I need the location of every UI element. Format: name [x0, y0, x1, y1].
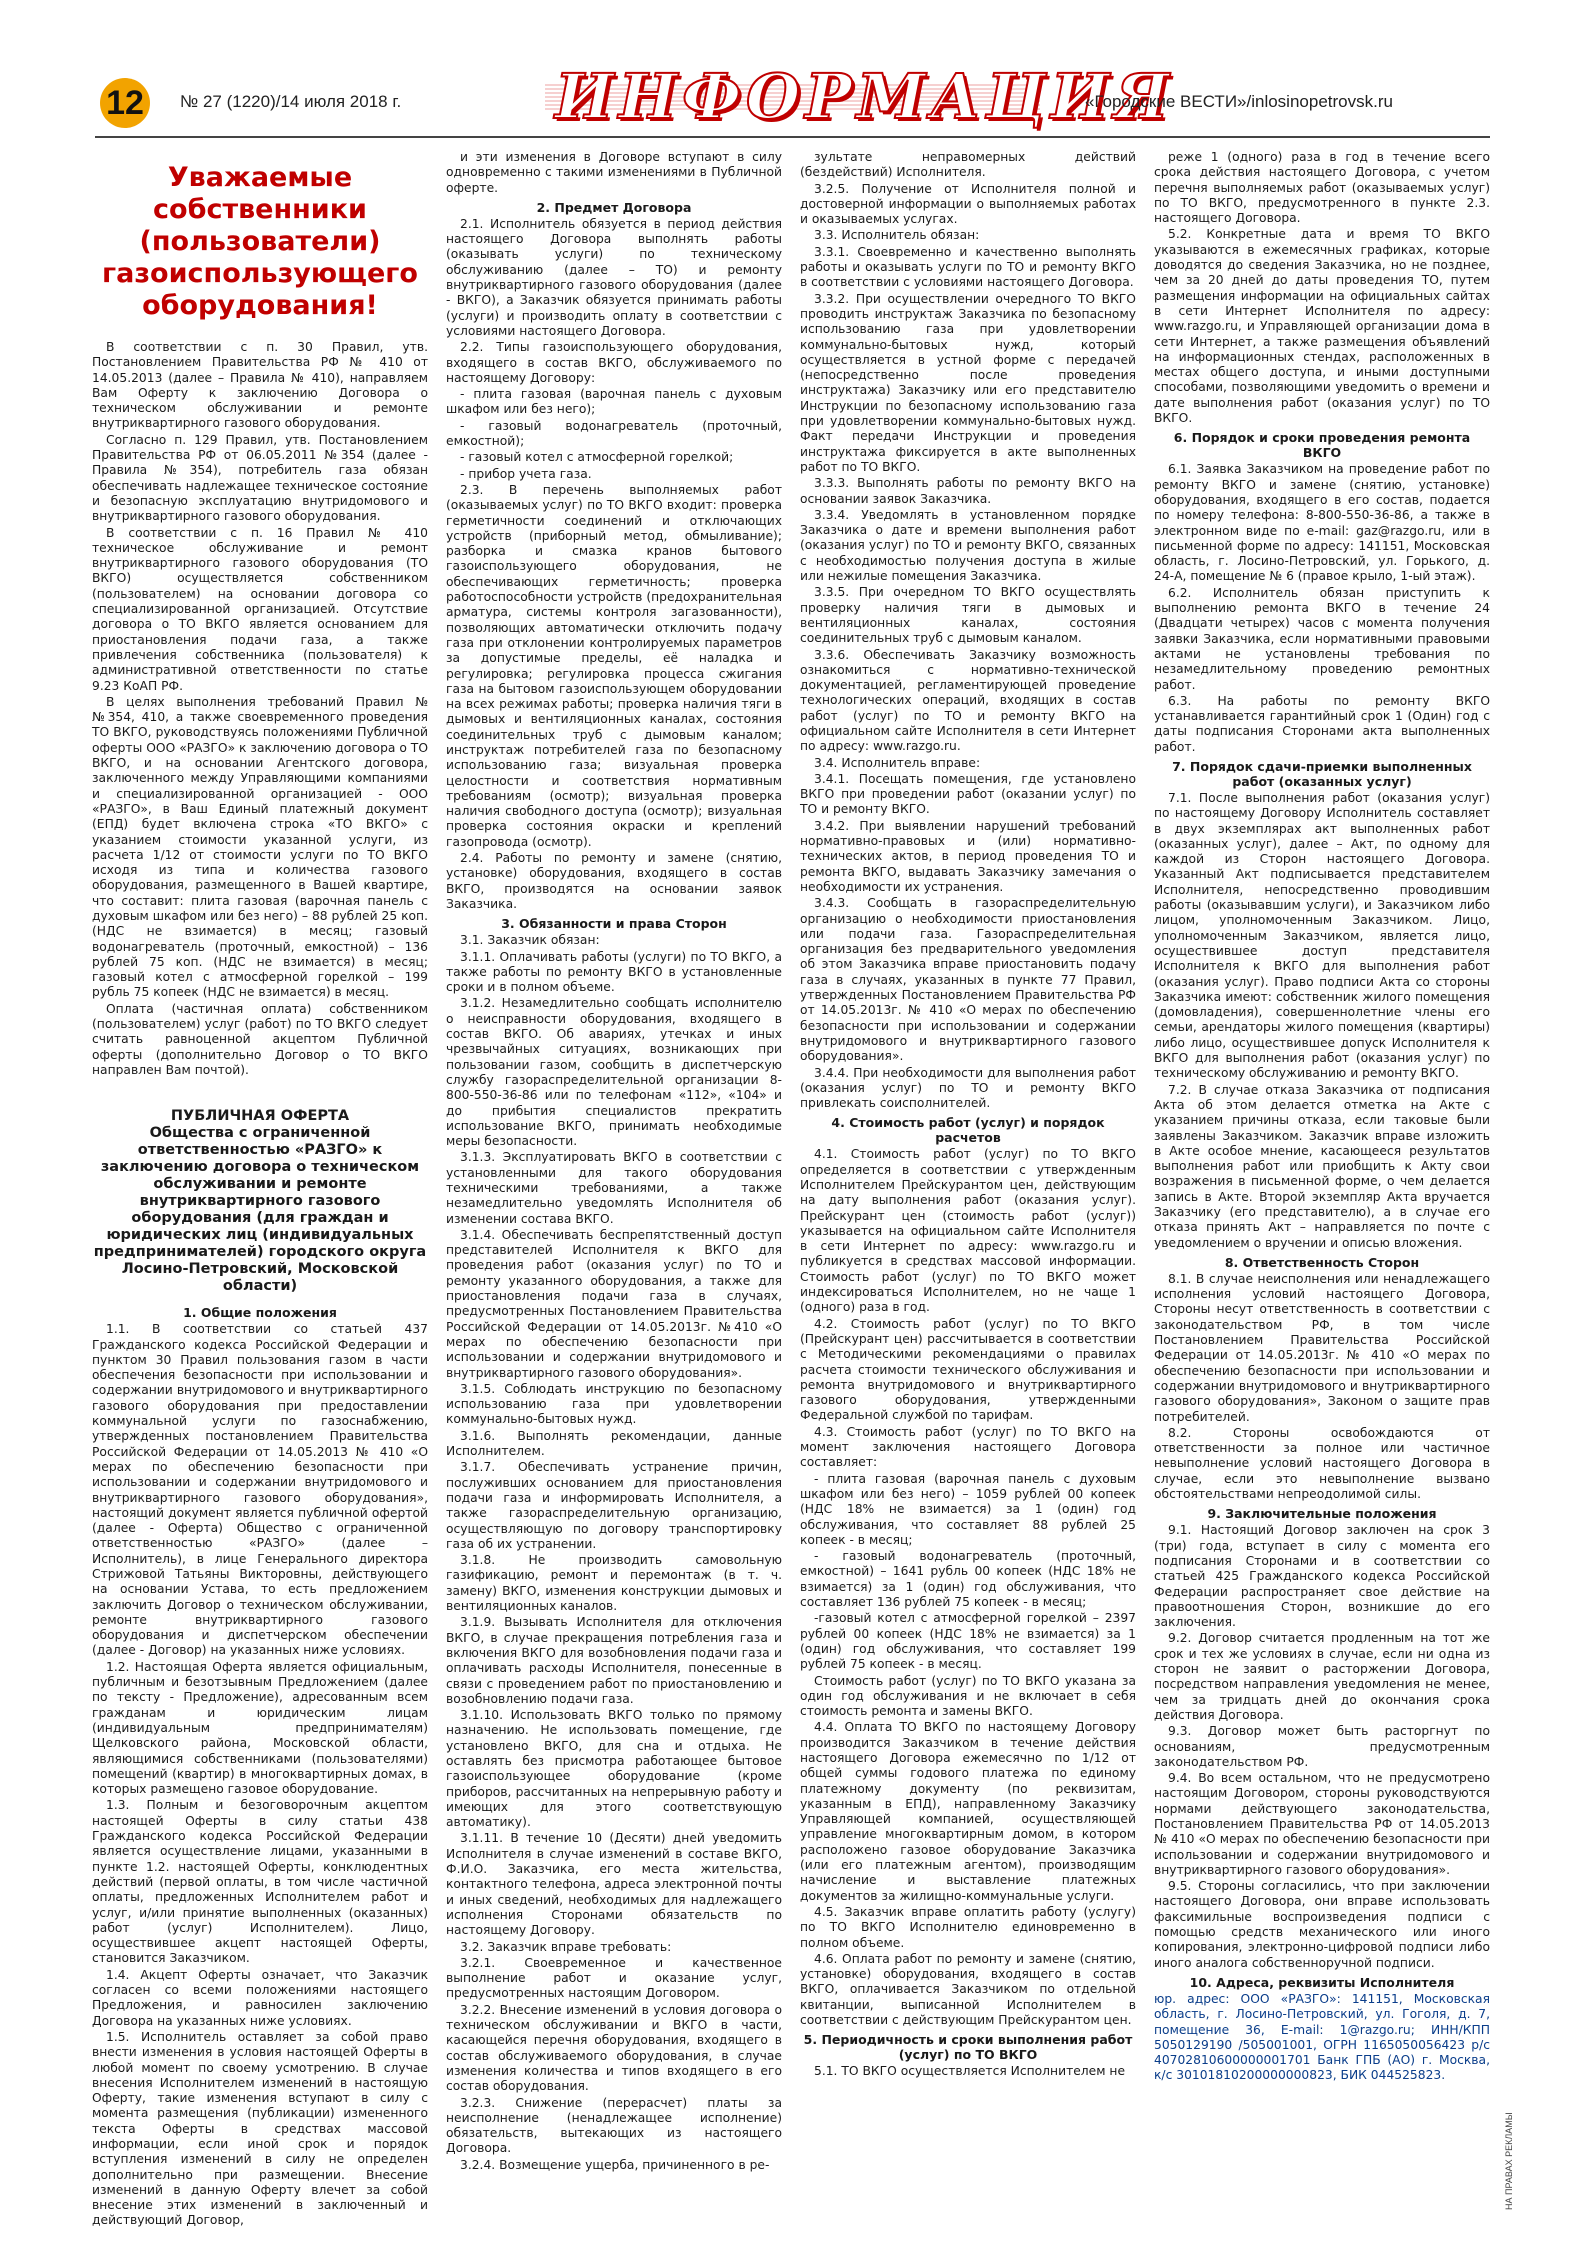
paragraph: 3.3.4. Уведомлять в установленном порядке Заказчика о дате и времени выполнения работ (оказания услуг) по ТО и ремонту ВКГО, связанных с необходимостью получения доступа в жилые или нежилые помещения Заказчика.	[800, 507, 1136, 584]
paragraph: - газовый водонагреватель (проточный, емкостной) – 1641 рубль 00 копеек (НДС 18% не взимается) за 1 (один) год обслуживания, что составляет 136 рублей 75 копеек - в месяц;	[800, 1549, 1136, 1610]
paragraph: зультате неправомерных действий (бездействий) Исполнителя.	[800, 150, 1136, 180]
paragraph: и эти изменения в Договоре вступают в силу одновременно с такими изменениями в Публичной оферте.	[446, 150, 782, 195]
paragraph: 5.2. Конкретные дата и время ТО ВКГО указываются в ежемесячных графиках, которые доводятся до сведения Заказчика, но не позднее, чем за 20 дней до даты проведения ТО, путем размещения информации на официальных сайтах в сети Интернет Исполнителя по адресу: www.razgo.ru, и Управляющей организации дома в сети Интернет, а также размещения объявлений на информационных стендах, расположенных в местах общего доступа, и иными доступными способами, позволяющими уведомить о времени и дате выполнения работ (оказания услуг) по ТО ВКГО.	[1154, 227, 1490, 426]
paragraph: 7.1. После выполнения работ (оказания услуг) по настоящему Договору Исполнитель составляет в двух экземплярах акт выполненных работ (оказанных услуг), далее – Акт, по одному для каждой из Сторон настоящего Договора. Указанный Акт подписывается представителем Исполнителя, непосредственно проводившим работы (оказывавшим услуги), и Заказчиком либо лицом, уполномоченным Заказчиком. Лицо, уполномоченным Заказчиком, является лицо, осуществившее доступ представителя Исполнителя к ВКГО для выполнения работ (оказания услуг). Право подписи Акта со стороны Заказчика имеют: собственник жилого помещения (домовладения), совершеннолетние члены его семьи, арендаторы жилого помещения (квартиры) либо лицо, осуществившее допуск Исполнителя к ВКГО для выполнения работ (оказания услуг) по техническому обслуживанию и ремонту ВКГО.	[1154, 790, 1490, 1081]
paragraph: 1.4. Акцепт Оферты означает, что Заказчик согласен со всеми положениями настоящего Предложения, и равносилен заключению Договора на указанных ниже условиях.	[92, 1967, 428, 2028]
appeal-paragraph: В целях выполнения требований Правил №№354, 410, а также своевременного проведения ТО ВКГО, руководствуясь положениями Публичной оферты ООО «РАЗГО» к заключению договора о ТО ВКГО, и на основании Агентского договора, заключенного между Управляющими компаниями и специализированной организацией - ООО «РАЗГО», в Ваш Единый платежный документ (ЕПД) будет включена строка «ТО ВКГО» с указанием стоимости указанной услуги, из расчета 1/12 от стоимости услуги по ТО ВКГО исходя из типа и количества газового оборудования, размещенного в Вашей квартире, что составит: плита газовая (варочная панель с духовым шкафом или без него) – 88 рублей 25 коп. (НДС не взимается) в месяц; газовый водонагреватель (проточный, емкостной) – 136 рублей 75 коп. (НДС не взимается) в месяц; газовый котел с атмосферной горелкой – 199 рубль 75 копеек (НДС не взимается) в месяц.	[92, 694, 428, 1000]
appeal-paragraph: Согласно п. 129 Правил, утв. Постановлением Правительства РФ от 06.05.2011 №354 (далее - Правила №354), потребитель газа обязан обеспечивать надлежащее техническое состояние и безопасную эксплуатацию внутридомового и внутриквартирного газового оборудования.	[92, 432, 428, 524]
paragraph: 3.2.2. Внесение изменений в условия договора о техническом обслуживании и ВКГО в части, касающейся перечня оборудования, входящего в состав обслуживаемого оборудования, в случае изменения количества и типов входящего в его состав оборудования.	[446, 2002, 782, 2094]
paragraph: 3.1.6. Выполнять рекомендации, данные Исполнителем.	[446, 1428, 782, 1459]
paragraph: 2.2. Типы газоиспользующего оборудования, входящего в состав ВКГО, обслуживаемого по настоящему Договору:	[446, 340, 782, 385]
paragraph: 3.1.9. Вызывать Исполнителя для отключения ВКГО, в случае прекращения потребления газа и включения ВКГО для возобновления подачи газа и оплачивать расходы Исполнителя, понесенные в связи с проведением работ по приостановлению и возобновлению подачи газа.	[446, 1615, 782, 1706]
section-heading: 10. Адреса, реквизиты Исполнителя	[1189, 1974, 1455, 1990]
paragraph: 8.1. В случае неисполнения или ненадлежащего исполнения условий настоящего Договора, Стороны несут ответственность в соответствии с законодательством РФ, в том числе Постановлением Правительства Российской Федерации от 14.05.2013г. № 410 «О мерах по обеспечению безопасности при использовании и содержании внутридомового и внутриквартирного газового оборудования», Законом о защите прав потребителей.	[1154, 1271, 1490, 1424]
paragraph: 9.5. Стороны согласились, что при заключении настоящего Договора, они вправе использовать факсимильные воспроизведения подписи с помощью средств механического или иного копирования, электронно-цифровой подписи либо иного аналога собственноручной подписи.	[1154, 1879, 1490, 1970]
section-heading: 2. Предмет Договора	[536, 199, 692, 215]
appeal-title: Уважаемые собственники (пользователи) газоиспользующего оборудования!	[102, 162, 418, 321]
paragraph: 4.5. Заказчик вправе оплатить работу (услугу) по ТО ВКГО Исполнителю единовременно в полном объеме.	[800, 1904, 1136, 1950]
col4-sections	[1154, 150, 1490, 1990]
paragraph: 6.3. На работы по ремонту ВКГО устанавливается гарантийный срок 1 (Один) год с даты подписания Сторонами акта выполненных работ.	[1154, 693, 1490, 754]
paragraph: 3.1.10. Использовать ВКГО только по прямому назначению. Не использовать помещение, где установлено ВКГО, для сна и отдыха. Не оставлять без присмотра работающее бытовое газоиспользующее оборудование (кроме приборов, рассчитанных на непрерывную работу и имеющих для этого соответствующую автоматику).	[446, 1708, 782, 1830]
paragraph: - газовый котел с атмосферной горелкой;	[460, 450, 734, 465]
appeal-body	[92, 340, 428, 1078]
paragraph: 3.2.4. Возмещение ущерба, причиненного в ре-	[460, 2157, 770, 2172]
offer-subtitle: Общества с ограниченной ответственностью «РАЗГО» к заключению договора о техническом обслуживании и ремонте внутриквартирного газового оборудования (для граждан и юридических лиц (индивидуальных предпринимателей) городского округа Лосино-Петровский, Московской области)	[93, 1125, 427, 1295]
masthead-title: ИНФОРМАЦИЯ	[555, 60, 1174, 133]
executor-requisites: юр. адрес: ООО «РАЗГО»: 141151, Московская область, г. Лосино-Петровский, ул. Гоголя, д. 7, помещение 36, E-mail: 1@razgo.ru; ИНН/КПП 5050129190 /505001001, ОГРН 1165050056423 р/с 40702810600000001701 Банк ГПБ (АО) г. Москва, к/с 30101810200000000823, БИК 044525823.	[1154, 1991, 1490, 2083]
section-heading: 5. Периодичность и сроки выполнения работ (услуг) по ТО ВКГО	[803, 2032, 1133, 2063]
page-header	[0, 0, 1587, 133]
paragraph: 3.3.5. При очередном ТО ВКГО осуществлять проверку наличия тяги в дымовых и вентиляционных каналах, состояния соединительных труб с дымовым каналом.	[800, 585, 1136, 646]
section-heading: 6. Порядок и сроки проведения ремонта ВКГО	[1173, 430, 1471, 461]
page-number: 12	[100, 78, 150, 128]
paragraph: 2.3. В перечень выполняемых работ (оказываемых услуг) по ТО ВКГО входит: проверка герметичности соединений и отключающих устройств (приборный метод, обмыливание); разборка и смазка кранов бытового газоиспользующего оборудования, не обеспечивающих герметичность; проверка работоспособности устройств (предохранительная арматура, системы контроля загазованности), позволяющих автоматически отключить подачу газа при отклонении контролируемых параметров за допустимые пределы, её наладка и регулировка; регулировка процесса сжигания газа на бытовом газоиспользующем оборудовании на всех режимах работы; проверка наличия тяги в дымовых и вентиляционных каналах, состояния соединительных труб с дымовым каналом; инструктаж потребителей газа по безопасному использованию газа; визуальная проверка целостности и соответствия нормативным требованиям (осмотр); визуальная проверка наличия свободного доступа (осмотр); визуальная проверка состояния окраски и креплений газопровода (осмотр).	[446, 482, 783, 849]
issue-info: № 27 (1220)/14 июля 2018 г.	[180, 92, 402, 111]
paragraph: 3.1. Заказчик обязан:	[460, 933, 600, 948]
paragraph: 3.4. Исполнитель вправе:	[814, 755, 981, 770]
paragraph: 3.1.1. Оплачивать работы (услуги) по ТО ВКГО, а также работы по ремонту ВКГО в установленные сроки и в полном объеме.	[446, 949, 782, 995]
section-heading: 9. Заключительные положения	[1207, 1506, 1437, 1522]
paragraph: 2.1. Исполнитель обязуется в период действия настоящего Договора выполнять работы (оказывать услуги) по техническому обслуживанию (далее – ТО) и ремонту внутриквартирного газового оборудования (далее - ВКГО), а Заказчик обязуется принимать работы (услуги) и производить оплату в соответствии с условиями настоящего Договора.	[446, 216, 782, 338]
paragraph: 5.1. ТО ВКГО осуществляется Исполнителем не	[814, 2064, 1126, 2079]
paragraph: 1.5. Исполнитель оставляет за собой право внести изменения в условия настоящей Оферты в любой момент по своему усмотрению. В случае внесения Исполнителем изменений в настоящую Оферту, такие изменения вступают в силу с момента размещения (публикации) измененного текста Оферты в средствах массовой информации, если иной срок и порядок вступления изменений в силу не определен дополнительно при размещении. Внесение изменений в данную Оферту влечет за собой внесение этих изменений в заключенный и действующий Договор,	[92, 2029, 428, 2228]
site-name: «Городские ВЕСТИ»/inlosinopetrovsk.ru	[1085, 92, 1393, 111]
paragraph: 6.1. Заявка Заказчиком на проведение работ по ремонту ВКГО и замене (снятию, установке) оборудования, входящего в его состав, подается по номеру телефона: 8-800-550-36-86, а также в электронном виде по e-mail: gaz@razgo.ru, или в письменной форме по адресу: 141151, Московская область, г. Лосино-Петровский, ул. Горького, д. 24-А, помещение № 6 (правое крыло, 1-ый этаж).	[1154, 462, 1490, 584]
paragraph: 3.4.2. При выявлении нарушений требований нормативно-правовых и (или) нормативно-технических актов, в период проведения ТО и ремонта ВКГО, выдавать Заказчику замечания о необходимости их устранения.	[800, 818, 1136, 894]
paragraph: 9.3. Договор может быть расторгнут по основаниям, предусмотренным законодательством РФ.	[1154, 1724, 1490, 1769]
paragraph: 3.1.4. Обеспечивать беспрепятственный доступ представителей Исполнителя к ВКГО для проведения работ (оказания услуг) по ТО и ремонту указанного оборудования, а также для приостановления подачи газа в случаях, предусмотренных Постановлением Правительства Российской Федерации от 14.05.2013г. №410 «О мерах по обеспечению безопасности при использовании и содержании внутридомового и внутриквартирного газового оборудования».	[446, 1227, 782, 1380]
paragraph: 4.4. Оплата ТО ВКГО по настоящему Договору производится Заказчиком в течение действия настоящего Договора ежемесячно по 1/12 от общей суммы годового платежа по единому платежному документу (по реквизитам, указанным в ЕПД), направленному Заказчику Управляющей компанией, осуществляющей управление многоквартирным домом, в котором расположено газовое оборудование Заказчика (или его платежным агентом), производящим начисление и выставление платежных документов за жилищно-коммунальные услуги.	[800, 1720, 1136, 1903]
paragraph: 3.2.3. Снижение (перерасчет) платы за неисполнение (ненадлежащее исполнение) обязательств, вытекающих из настоящего Договора.	[446, 2095, 782, 2156]
paragraph: 3.1.8. Не производить самовольную газификацию, ремонт и перемонтаж (в т. ч. замену) ВКГО, изменения конструкции дымовых и вентиляционных каналов.	[446, 1553, 782, 1614]
paragraph: 3.4.1. Посещать помещения, где установлено ВКГО при проведении работ (оказании услуг) по ТО и ремонту ВКГО.	[800, 771, 1136, 817]
column-4	[1154, 150, 1490, 2085]
offer-section-1	[92, 1305, 428, 2229]
section-heading: 7. Порядок сдачи-приемки выполненных работ (оказанных услуг)	[1172, 758, 1472, 789]
offer-kicker: ПУБЛИЧНАЯ ОФЕРТА	[170, 1108, 350, 1125]
paragraph: 3.1.3. Эксплуатировать ВКГО в соответствии с установленными для такого оборудования техническими требованиями, а также незамедлительно уведомлять Исполнителя об изменении состава ВКГО.	[446, 1150, 782, 1226]
paragraph: 3.3.3. Выполнять работы по ремонту ВКГО на основании заявок Заказчика.	[800, 476, 1136, 506]
paragraph: 1.3. Полным и безоговорочным акцептом настоящей Оферты в силу статьи 438 Гражданского кодекса Российской Федерации является осуществление лицами, указанными в пункте 1.2. настоящей Оферты, конклюдентных действий (первой оплаты, в том числе частичной оплаты, предложенных Исполнителем работ и услуг, и/или принятие выполненных (оказанных) работ (услуг) Исполнителем). Лицо, осуществившее акцепт настоящей Оферты, становится Заказчиком.	[92, 1798, 428, 1966]
paragraph: 3.1.2. Незамедлительно сообщать исполнителю о неисправности оборудования, входящего в состав ВКГО. Об авариях, утечках и иных чрезвычайных ситуациях, возникающих при пользовании газом, сообщить в диспетчерскую службу газораспределительной организации 8-800-550-36-86 или по телефонам «112», «104» и до прибытия специалистов прекратить использование ВКГО, принимать необходимые меры безопасности.	[446, 996, 782, 1149]
appeal-paragraph: Оплата (частичная оплата) собственником (пользователем) услуг (работ) по ТО ВКГО следует считать равноценной акцептом Публичной оферты (дополнительно Договор о ТО ВКГО направлен Вам почтой).	[92, 1001, 428, 1077]
paragraph: 4.6. Оплата работ по ремонту и замене (снятию, установке) оборудования, входящего в состав ВКГО, оплачивается Заказчиком по отдельной квитанции, выписанной Исполнителем в соответствии с действующим Прейскурантом цен.	[800, 1951, 1136, 2028]
header-rule	[95, 136, 1490, 138]
column-3	[800, 150, 1136, 2081]
paragraph: 9.2. Договор считается продленным на тот же срок и тех же условиях в случае, если ни одна из сторон не заявит о расторжении Договора, посредством направления уведомления не менее, чем за тридцать дней до окончания срока действия Договора.	[1154, 1631, 1490, 1722]
column-1	[92, 150, 428, 2230]
paragraph: 3.3.6. Обеспечивать Заказчику возможность ознакомиться с нормативно-технической документацией, регламентирующей проведение технологических операций, входящих в состав работ (услуг) по ТО и ремонту ВКГО на официальном сайте Исполнителя в сети Интернет по адресу: www.razgo.ru.	[800, 647, 1136, 754]
section-heading: 3. Обязанности и права Сторон	[501, 916, 727, 932]
paragraph: 3.3. Исполнитель обязан:	[814, 228, 980, 243]
paragraph: -газовый котел с атмосферной горелкой – 2397 рублей 00 копеек (НДС 18% не взимается) за 1 (один) год обслуживания, что составляет 199 рублей 75 копеек - в месяц.	[800, 1611, 1136, 1672]
paragraph: 1.1. В соответствии со статьей 437 Гражданского кодекса Российской Федерации и пунктом 30 Правил пользования газом в части обеспечения безопасности при использовании и содержании внутридомового и внутриквартирного газового оборудования при предоставлении коммунальной услуги по газоснабжению, утвержденных постановлением Правительства Российской Федерации от 14.05.2013 № 410 «О мерах по обеспечению безопасности при использовании и содержании внутридомового и внутриквартирного газового оборудования», настоящий документ является публичной офертой (далее - Оферта) Общество с ограниченной ответственностью «РАЗГО» (далее – Исполнитель), в лице Генерального директора Стрижовой Татьяны Викторовны, действующего на основании Устава, то есть предложением заключить Договор о техническом обслуживании, ремонте внутриквартирного газового оборудования и диспетчерском обеспечении (далее - Договор) на указанных ниже условиях.	[92, 1322, 428, 1658]
paragraph: реже 1 (одного) раза в год в течение всего срока действия настоящего Договора, с учетом перечня выполняемых работ (оказываемых услуг) по ТО ВКГО, предусмотренного в пункте 2.3. настоящего Договора.	[1154, 150, 1490, 226]
paragraph: 8.2. Стороны освобождаются от ответственности за полное или частичное невыполнение условий настоящего Договора в случае, если это невыполнение вызвано обстоятельствами непреодолимой силы.	[1154, 1425, 1490, 1502]
paragraph: 1.2. Настоящая Оферта является официальным, публичным и безотзывным Предложением (далее по тексту - Предложение), адресованным всем гражданам и юридическим лицам (индивидуальным предпринимателям) Щелковского района, Московской области, являющимися собственниками (пользователями) помещений (квартир) в многоквартирных домах, в которых размещено газовое оборудование.	[92, 1659, 428, 1797]
paragraph: 2.4. Работы по ремонту и замене (снятию, установке) оборудования, входящего в состав ВКГО, производятся на основании заявок Заказчика.	[446, 851, 782, 911]
paragraph: - прибор учета газа.	[460, 466, 592, 481]
paragraph: 3.4.3. Сообщать в газораспределительную организацию о необходимости приостановления или подачи газа. Газораспределительная организация без предварительного уведомления об этом Заказчика вправе приостановить подачу газа в случаях, указанных в пункте 77 Правил, утвержденных Постановлением Правительства РФ от 14.05.2013г. № 410 «О мерах по обеспечению безопасности при использовании и содержании внутридомового и внутриквартирного газового оборудования».	[800, 896, 1136, 1064]
section-heading: 1. Общие положения	[183, 1305, 337, 1321]
offer-title	[92, 1108, 428, 1295]
paragraph: 3.1.5. Соблюдать инструкцию по безопасному использованию газа при удовлетворении коммунально-бытовых нужд.	[446, 1381, 782, 1427]
paragraph: 7.2. В случае отказа Заказчика от подписания Акта об этом делается отметка на Акте с указанием причины отказа, если таковые были заявлены Заказчиком. Заказчик вправе изложить в Акте особое мнение, касающееся результатов выполнения работ или приобщить к Акту свои возражения в письменной форме, о чем делается запись в Акте. Второй экземпляр Акта вручается Заказчику (его представителю), а в случае его отказа принять Акт – направляется по почте с уведомлением о вручении и описью вложения.	[1154, 1082, 1490, 1250]
appeal-paragraph: В соответствии с п. 16 Правил № 410 техническое обслуживание и ремонт внутриквартирного газового оборудования (ТО ВКГО) осуществляется собственником (пользователем) на основании договора со специализированной организацией. Отсутствие договора о ТО ВКГО является основанием для приостановления подачи газа, а также привлечения собственника (пользователя) к административной ответственности по статье 9.23 КоАП РФ.	[92, 525, 428, 693]
paragraph: 4.2. Стоимость работ (услуг) по ТО ВКГО (Прейскурант цен) рассчитывается в соответствии с Методическими рекомендациями о правилах расчета стоимости технического обслуживания и ремонта внутридомового и внутриквартирного газового оборудования, утвержденными Федеральной службой по тарифам.	[800, 1316, 1136, 1423]
paragraph: 3.4.4. При необходимости для выполнения работ (оказания услуг) по ТО и ремонту ВКГО привлекать соисполнителей.	[800, 1065, 1136, 1111]
paragraph: - газовый водонагреватель (проточный, емкостной);	[446, 418, 782, 449]
paragraph: 3.3.2. При осуществлении очередного ТО ВКГО проводить инструктаж Заказчика по безопасному использованию газа при удовлетворении коммунально-бытовых нужд, который осуществляется в устной форме с передачей (непосредственно после проведения инструктажа) Заказчику или его представителю Инструкции по безопасному использованию газа при удовлетворении коммунально-бытовых нужд. Факт передачи Инструкции и проведения инструктажа фиксируется в акте выполненных работ по ТО ВКГО.	[800, 291, 1136, 474]
paragraph: 3.2. Заказчик вправе требовать:	[460, 1939, 672, 1954]
section-heading: 8. Ответственность Сторон	[1224, 1254, 1420, 1270]
paragraph: 6.2. Исполнитель обязан приступить к выполнению ремонта ВКГО в течение 24 (Двадцати четырех) часов с момента получения заявки Заказчика, если нормативными правовыми актами не установлены требования по незамедлительному проведению ремонтных работ.	[1154, 585, 1490, 692]
paragraph: 9.4. Во всем остальном, что не предусмотрено настоящим Договором, стороны руководствуются нормами действующего законодательства, Постановлением Правительства РФ от 14.05.2013 № 410 «О мерах по обеспечению безопасности при использовании и содержании внутридомового и внутриквартирного газового оборудования».	[1154, 1771, 1490, 1877]
paragraph: Стоимость работ (услуг) по ТО ВКГО указана за один год обслуживания и не включает в себя стоимость ремонта и замены ВКГО.	[800, 1673, 1136, 1719]
paragraph: 3.3.1. Своевременно и качественно выполнять работы и оказывать услуги по ТО и ремонту ВКГО в соответствии с условиями настоящего Договора.	[800, 244, 1136, 290]
appeal-paragraph: В соответствии с п. 30 Правил, утв. Постановлением Правительства РФ № 410 от 14.05.2013 (далее – Правила № 410), направляем Вам Оферту к заключению Договора о техническом обслуживании и ремонте внутриквартирного газового оборудования.	[92, 340, 428, 431]
section-heading: 4. Стоимость работ (услуг) и порядок расчетов	[831, 1115, 1105, 1146]
paragraph: 4.3. Стоимость работ (услуг) по ТО ВКГО на момент заключения настоящего Договора составляет:	[800, 1424, 1136, 1470]
paragraph: 3.2.5. Получение от Исполнителя полной и достоверной информации о выполняемых работах и оказываемых услугах.	[800, 181, 1136, 227]
paragraph: 3.2.1. Своевременное и качественное выполнение работ и оказание услуг, предусмотренных настоящим Договором.	[446, 1955, 782, 2001]
paragraph: 3.1.7. Обеспечивать устранение причин, послуживших основанием для приостановления подачи газа и информировать Исполнителя, а также газораспределительную организацию, осуществляющую по договору транспортировку газа об их устранении.	[446, 1460, 782, 1551]
column-2	[446, 150, 782, 2174]
paragraph: - плита газовая (варочная панель с духовым шкафом или без него) – 1059 рублей 00 копеек (НДС 18% не взимается) за 1 (один) год обслуживания, что составляет 88 рублей 25 копеек - в месяц;	[800, 1471, 1136, 1547]
paragraph: 3.1.11. В течение 10 (Десяти) дней уведомить Исполнителя в случае изменений в составе ВКГО, Ф.И.О. Заказчика, его места жительства, контактного телефона, адреса электронной почты и иных сведений, необходимых для надлежащего исполнения Сторонами обязательств по настоящему Договору.	[446, 1831, 782, 1938]
paragraph: 4.1. Стоимость работ (услуг) по ТО ВКГО определяется в соответствии с утвержденным Исполнителем Прейскурантом цен, действующим на дату выполнения работ (оказания услуг). Прейскурант цен (стоимость работ (услуг)) указывается на официальном сайте Исполнителя в сети Интернет по адресу: www.razgo.ru и публикуется в средствах массовой информации. Стоимость работ (услуг) по ТО ВКГО может индексироваться Исполнителем, но не чаще 1 (одного) раза в год.	[800, 1147, 1136, 1315]
ad-notice: НА ПРАВАХ РЕКЛАМЫ	[1504, 2112, 1514, 2210]
paragraph: 9.1. Настоящий Договор заключен на срок 3 (три) года, вступает в силу с момента его подписания Сторонами и в соответствии со статьей 425 Гражданского кодекса Российской Федерации распространяет свое действие на правоотношения Сторон, возникшие до его заключения.	[1154, 1523, 1490, 1630]
paragraph: - плита газовая (варочная панель с духовым шкафом или без него);	[446, 387, 782, 417]
